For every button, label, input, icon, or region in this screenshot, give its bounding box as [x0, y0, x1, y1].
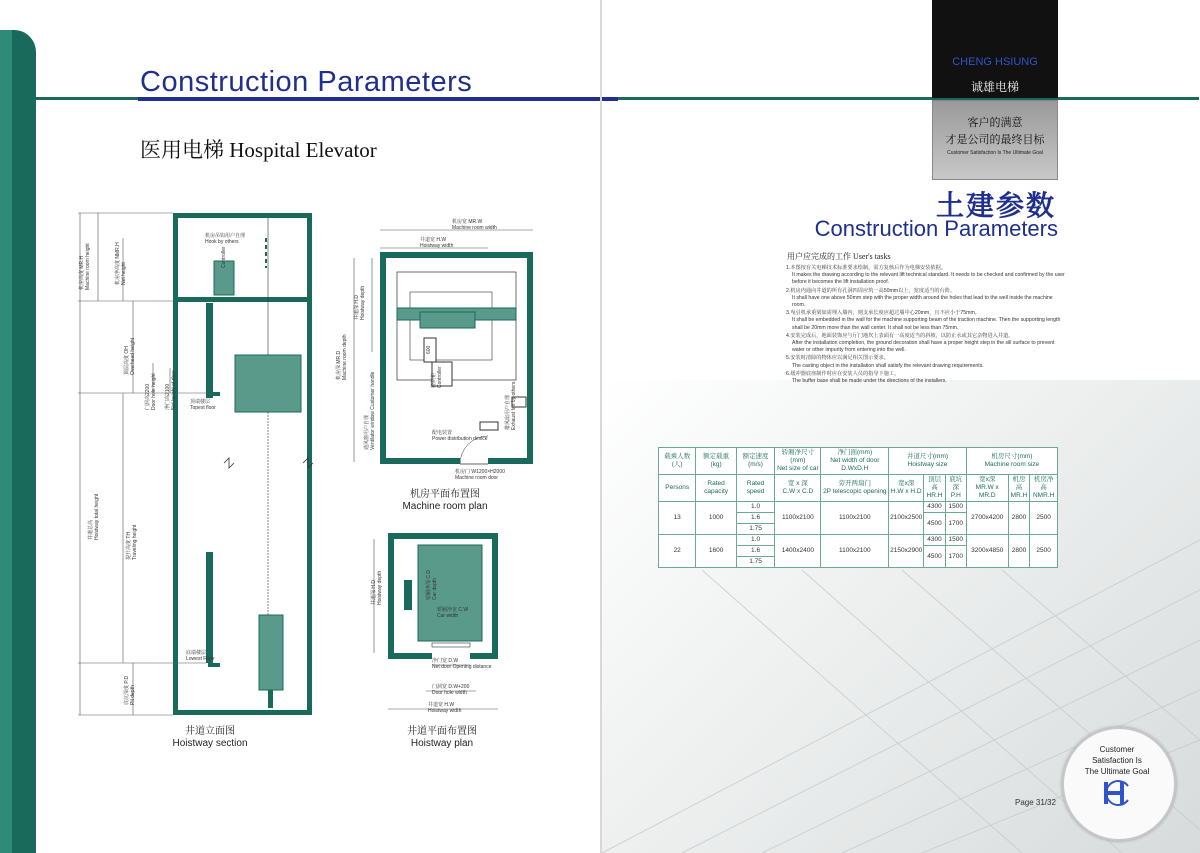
th-rated-cap-en: Rated capacity: [696, 475, 736, 502]
th-hoistway: 井道尺寸(mm) Hoistway size: [889, 448, 967, 475]
th-hr: 顶层高 HR.H: [924, 475, 945, 502]
label-lowest: 底端楼层 Lowest Floor: [186, 650, 215, 662]
left-page-title: Construction Parameters: [140, 66, 473, 98]
label-overhead: 顶层高度 OH Overhead height: [124, 338, 136, 375]
th-door: 净门面(mm) Net width of door D.WxD.H: [821, 448, 889, 475]
label-net-door: 净门高2100 Net height of door: [165, 370, 177, 410]
th-mrwd: 宽x深 MR.W x MR.D: [966, 475, 1008, 502]
table-cell: 2150x2900: [889, 535, 924, 568]
th-nmrh: 机房净高 NMR.H: [1030, 475, 1058, 502]
table-cell: 13: [659, 502, 696, 535]
list-item: 1.本图按有关电梯技术标准要求绘制，需方复核后作为电梯安装依据。 It makes the drawing according to the relevant lift technical standard. It needs to be checked and confirmed by the user before it becomes the lift installation proof.: [786, 265, 1065, 286]
label-mr-power: 配电装置 Power distribution device: [432, 430, 488, 442]
table-cell: 2700x4200: [966, 502, 1008, 535]
label-travel: 提升高度 TH Traveling height: [126, 524, 138, 560]
table-cell: 1600: [696, 535, 736, 568]
table-cell: 2100x2500: [889, 502, 924, 535]
table-cell: 1.0: [736, 502, 774, 513]
table-cell: 1500: [945, 535, 966, 546]
table-cell: 1.75: [736, 557, 774, 568]
th-mr: 机房尺寸(mm) Machine room size: [966, 448, 1057, 475]
label-door-height: 门洞高2200 Door hole height: [145, 373, 157, 410]
table-cell: 1100x2100: [775, 502, 821, 535]
label-mr-exhaust: 排风扇用户自理 Exhaust fan by others: [505, 381, 517, 430]
label-hook: 机房吊钩用户自理 Hook by others: [205, 233, 246, 245]
left-page-subtitle: 医用电梯 Hospital Elevator: [140, 138, 377, 162]
construction-parameters-table: [658, 447, 1058, 568]
label-mr-depth: 机房深 MR.D Machine room depth: [336, 334, 348, 380]
left-page-side-stripe: [0, 30, 12, 853]
company-logo-icon: [1100, 778, 1134, 808]
label-mr-ventilator: 通风窗用户自理 Ventilator window Customer handle: [364, 371, 376, 450]
slogan-cn-line1: 客户的满意: [967, 117, 1023, 129]
plan-counterweight: [404, 580, 412, 610]
table-row: [659, 535, 1058, 546]
elevator-car: [235, 355, 301, 412]
table-cell: 2500: [1030, 535, 1058, 568]
right-page-title-cn: 土建参数: [935, 190, 1056, 221]
label-plan-car-depth: 轿厢净深 C.D Car depth: [426, 569, 438, 600]
table-cell: 1.0: [736, 535, 774, 546]
label-mr-hw-width: 井道宽 H.W Hoistway width: [420, 237, 454, 249]
table-cell: 4500: [924, 513, 945, 535]
hoistway-section-caption: 井道立面图 Hoistway section: [172, 726, 248, 749]
label-mr-door: 机房门 W1200×H2000 Machine room door: [455, 469, 505, 481]
table-cell: 22: [659, 535, 696, 568]
hoistway-section-walls: [173, 213, 312, 715]
table-cell: 4300: [924, 502, 945, 513]
table-cell: 4300: [924, 535, 945, 546]
table-cell: 2800: [1008, 535, 1030, 568]
brand-name-en: CHENG HSIUNG: [952, 56, 1038, 68]
th-mrh: 机房高 MR.H: [1008, 475, 1030, 502]
right-page-title-en: Construction Parameters: [814, 216, 1058, 241]
table-cell: 1700: [945, 513, 966, 535]
th-rated-load: 额定载重 (kg): [696, 448, 736, 475]
label-topest: 顶端楼层 Topest floor: [190, 399, 216, 411]
table-cell: 1000: [696, 502, 736, 535]
label-controller: Controller: [221, 246, 227, 268]
table-cell: 1.6: [736, 513, 774, 524]
th-cwcd: 宽 x 深 C.W x C.D: [775, 475, 821, 502]
user-tasks-list: [786, 265, 1066, 386]
table-cell: 3200x4850: [966, 535, 1008, 568]
traction-machine: [420, 312, 475, 328]
slogan-en: Customer Satisfaction Is The Ultimate Goal: [947, 150, 1043, 156]
label-total: 井道总高 Hoistway total height: [88, 493, 100, 540]
label-plan-hw-width: 井道宽 H.W Hoistway width: [428, 702, 462, 714]
hoistway-plan-caption: 井道平面布置图 Hoistway plan: [407, 726, 477, 749]
slogan-cn-line2: 才是公司的最终目标: [945, 134, 1045, 146]
th-persons-en: Persons: [659, 475, 696, 502]
list-item: 6.缓冲器底座制作时应在安装人员的指导下施工。 The buffer base shall be made under the directions of the installers.: [786, 370, 947, 385]
machine-room-plan-caption: 机房平面布置图 Machine room plan: [402, 489, 488, 512]
th-car-size: 轿厢净尺寸(mm) Net size of car: [775, 448, 821, 475]
table-cell: 1100x2100: [821, 502, 889, 535]
label-plan-car-width: 轿厢净宽 C.W Car width: [437, 607, 469, 619]
badge-text: Customer Satisfaction Is The Ultimate Goal: [1084, 745, 1150, 776]
table-cell: 1.75: [736, 524, 774, 535]
table-cell: 1700: [945, 546, 966, 568]
table-cell: 1100x2100: [821, 535, 889, 568]
th-door-type: 旁开两扇门 2P telescopic opening: [821, 475, 889, 502]
th-hwhd: 宽x深 H.W x H.D: [889, 475, 924, 502]
list-item: 2.机房内通向井道的所有孔洞四周应筑一高50mm以上，宽度适当的台阶。 It shall have one above 50mm step with the proper width around the holes that lead to the well inside the machine room.: [786, 287, 1053, 309]
table-cell: 1500: [945, 502, 966, 513]
counterweight: [259, 615, 283, 690]
label-mr-height: 机房高度 MR.H Machine room height: [79, 243, 91, 290]
label-pit: 底坑深度 P.D Pit depth: [124, 675, 136, 705]
label-mr-net: 机房净高度 NMR.H Net height: [115, 242, 127, 285]
user-tasks-heading: 用户应完成的工作 User's tasks: [787, 252, 891, 261]
label-plan-door-hole: 门洞宽 D.W+200 Door hole width: [432, 684, 470, 696]
list-item: 4.安装完成后，地面装饰应与厅门地坎上表面有一高度适当的斜坡，以防止水或其它杂物进入井道。 After the installation completion, the ground decoration shall have a proper height step in the sill surface to prevent water or other impurity from entering into the well.: [786, 332, 1055, 354]
table-cell: 1.6: [736, 546, 774, 557]
table-cell: 4500: [924, 546, 945, 568]
label-mr-controller: 控制柜 Controller: [431, 366, 443, 388]
th-rated-speed-en: Rated speed: [736, 475, 774, 502]
label-mr-hw-depth: 井道深 H.D Hoistway depth: [354, 285, 366, 320]
list-item: 5.安装时清除的物体应以满足相关图示要求。 The casting object in the installation shall satisfy the relevant drawing requirements.: [786, 355, 984, 369]
page-number: Page 31/32: [1015, 798, 1056, 807]
list-item: 3.曳引机承重梁如需埋入墙内，则支承长度应超过墙中心20mm，且不应小于75mm。 It shall be embedded in the wall for the machine supporting beam of the traction machine. Then the supporting length shall be 20mm more than the wall center. It shall not be less than 75mm.: [786, 310, 1061, 331]
table-row: [659, 502, 1058, 513]
table-cell: 2500: [1030, 502, 1058, 535]
th-load-persons: 载乘人数 (人): [659, 448, 696, 475]
table-cell: 2800: [1008, 502, 1030, 535]
brand-name-cn: 诚雄电梯: [970, 80, 1019, 94]
table-cell: 1400x2400: [775, 535, 821, 568]
th-speed: 额定速度 (m/s): [736, 448, 774, 475]
label-mr-600: 600: [426, 345, 432, 354]
label-mr-width: 机房宽 MR.W Machine room width: [452, 219, 497, 231]
label-plan-net-door: 净门宽 D.W Net door Opening distance: [432, 658, 492, 670]
th-pit: 底坑深 P.H: [945, 475, 966, 502]
label-plan-hw-depth: 井道深 H.D Hoistway depth: [371, 570, 383, 605]
